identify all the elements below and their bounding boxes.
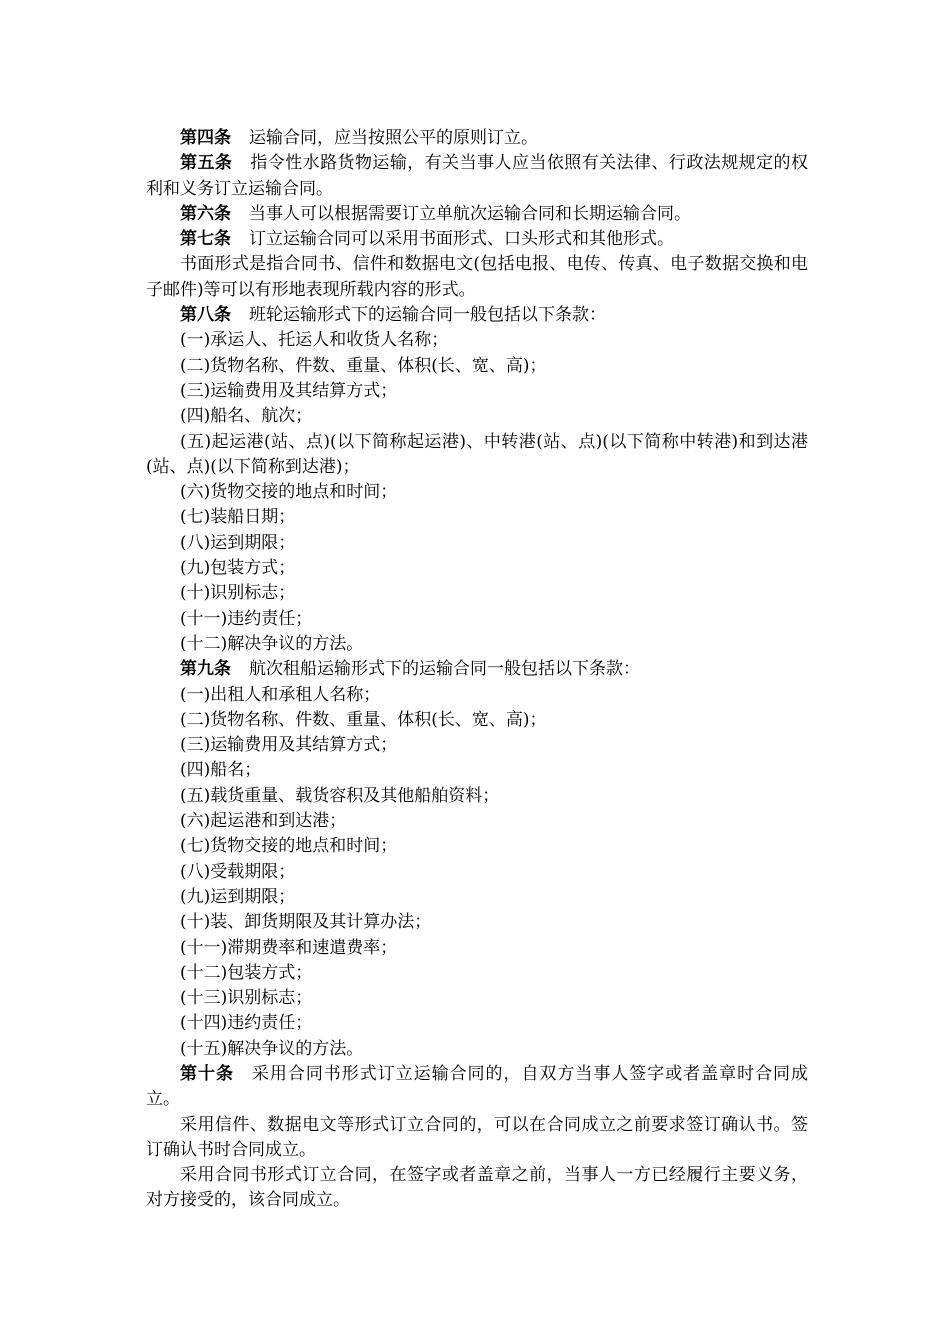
list-item <box>146 531 808 556</box>
list-item <box>146 581 808 606</box>
paragraph <box>146 1163 808 1214</box>
list-item <box>146 758 808 783</box>
document-body <box>146 126 808 1214</box>
paragraph-article-4 <box>146 126 808 151</box>
list-item <box>146 505 808 530</box>
list-item <box>146 733 808 758</box>
list-item <box>146 860 808 885</box>
list-item <box>146 708 808 733</box>
list-item <box>146 683 808 708</box>
paragraph-text: 航次租船运输形式下的运输合同一般包括以下条款： <box>249 659 640 680</box>
paragraph-article-7 <box>146 227 808 252</box>
list-item <box>146 961 808 986</box>
list-item-text: (四)船名、航次； <box>180 406 313 427</box>
list-item-text: (十五)解决争议的方法。 <box>180 1038 364 1059</box>
article-number: 第六条 <box>180 203 231 224</box>
list-item-text: (八)受载期限； <box>180 861 296 882</box>
list-item-text: (二)货物名称、件数、重量、体积(长、宽、高)； <box>180 709 547 730</box>
list-item-text: (六)起运港和到达港； <box>180 811 347 832</box>
paragraph-text: 当事人可以根据需要订立单航次运输合同和长期运输合同。 <box>249 203 691 224</box>
list-item <box>146 986 808 1011</box>
article-number: 第八条 <box>180 305 231 326</box>
paragraph-text: 采用合同书形式订立合同，在签字或者盖章之前，当事人一方已经履行主要义务，对方接受的，该合同成立。 <box>146 1165 808 1211</box>
list-item-text: (十)装、卸货期限及其计算办法； <box>180 912 432 933</box>
list-item-text: (四)船名； <box>180 760 262 781</box>
paragraph-text: 采用信件、数据电文等形式订立合同的，可以在合同成立之前要求签订确认书。签订确认书时合同成立。 <box>146 1114 808 1160</box>
list-item <box>146 834 808 859</box>
list-item <box>146 784 808 809</box>
paragraph <box>146 252 808 303</box>
list-item-text: (九)运到期限； <box>180 886 296 907</box>
list-item-text: (十四)违约责任； <box>180 1013 313 1034</box>
paragraph-article-6 <box>146 202 808 227</box>
list-item-text: (一)承运人、托运人和收货人名称； <box>180 330 449 351</box>
list-item-text: (十二)包装方式； <box>180 962 313 983</box>
list-item-text: (十一)违约责任； <box>180 608 313 629</box>
article-number: 第五条 <box>180 153 233 174</box>
list-item-text: (三)运输费用及其结算方式； <box>180 735 398 756</box>
article-number: 第九条 <box>180 659 231 680</box>
list-item <box>146 556 808 581</box>
list-item <box>146 910 808 935</box>
list-item <box>146 354 808 379</box>
list-item <box>146 809 808 834</box>
list-item <box>146 379 808 404</box>
list-item <box>146 607 808 632</box>
paragraph-text: 运输合同，应当按照公平的原则订立。 <box>249 128 538 148</box>
list-item-text: (三)运输费用及其结算方式； <box>180 380 398 401</box>
paragraph-text: 订立运输合同可以采用书面形式、口头形式和其他形式。 <box>249 229 674 250</box>
list-item-text: (七)货物交接的地点和时间； <box>180 836 398 857</box>
list-item-text: (十一)滞期费率和速遣费率； <box>180 937 398 958</box>
paragraph-article-5 <box>146 151 808 202</box>
list-item-text: (八)运到期限； <box>180 532 296 553</box>
list-item <box>146 885 808 910</box>
list-item-text: (二)货物名称、件数、重量、体积(长、宽、高)； <box>180 355 547 376</box>
list-item <box>146 1011 808 1036</box>
list-item <box>146 632 808 657</box>
list-item-text: (七)装船日期； <box>180 507 296 528</box>
list-item-text: (九)包装方式； <box>180 558 296 579</box>
list-item <box>146 328 808 353</box>
paragraph-article-8 <box>146 303 808 328</box>
paragraph-text: 书面形式是指合同书、信件和数据电文(包括电报、电传、传真、电子数据交换和电子邮件)等可以有形地表现所载内容的形式。 <box>146 254 808 300</box>
paragraph-article-10 <box>146 1062 808 1113</box>
list-item <box>146 936 808 961</box>
paragraph-article-9 <box>146 657 808 682</box>
list-item-text: (十)识别标志； <box>180 583 296 604</box>
list-item-text: (六)货物交接的地点和时间； <box>180 482 398 503</box>
article-number: 第七条 <box>180 229 231 250</box>
article-number: 第十条 <box>180 1063 234 1084</box>
article-number: 第四条 <box>180 128 231 148</box>
paragraph <box>146 1113 808 1164</box>
list-item <box>146 430 808 481</box>
paragraph-text: 指令性水路货物运输，有关当事人应当依照有关法律、行政法规规定的权利和义务订立运输合同。 <box>146 153 809 199</box>
list-item-text: (五)载货重量、载货容积及其他船舶资料； <box>180 785 500 806</box>
list-item-text: (十二)解决争议的方法。 <box>180 633 364 654</box>
list-item-text: (一)出租人和承租人名称； <box>180 684 381 705</box>
list-item <box>146 404 808 429</box>
paragraph-text: 采用合同书形式订立运输合同的，自双方当事人签字或者盖章时合同成立。 <box>146 1063 809 1110</box>
list-item-text: (五)起运港(站、点)(以下简称起运港)、中转港(站、点)(以下简称中转港)和到达港(站、点)(以下简称到达港)； <box>146 431 808 477</box>
list-item <box>146 1037 808 1062</box>
list-item-text: (十三)识别标志； <box>180 988 313 1009</box>
paragraph-text: 班轮运输形式下的运输合同一般包括以下条款： <box>249 305 606 326</box>
list-item <box>146 480 808 505</box>
